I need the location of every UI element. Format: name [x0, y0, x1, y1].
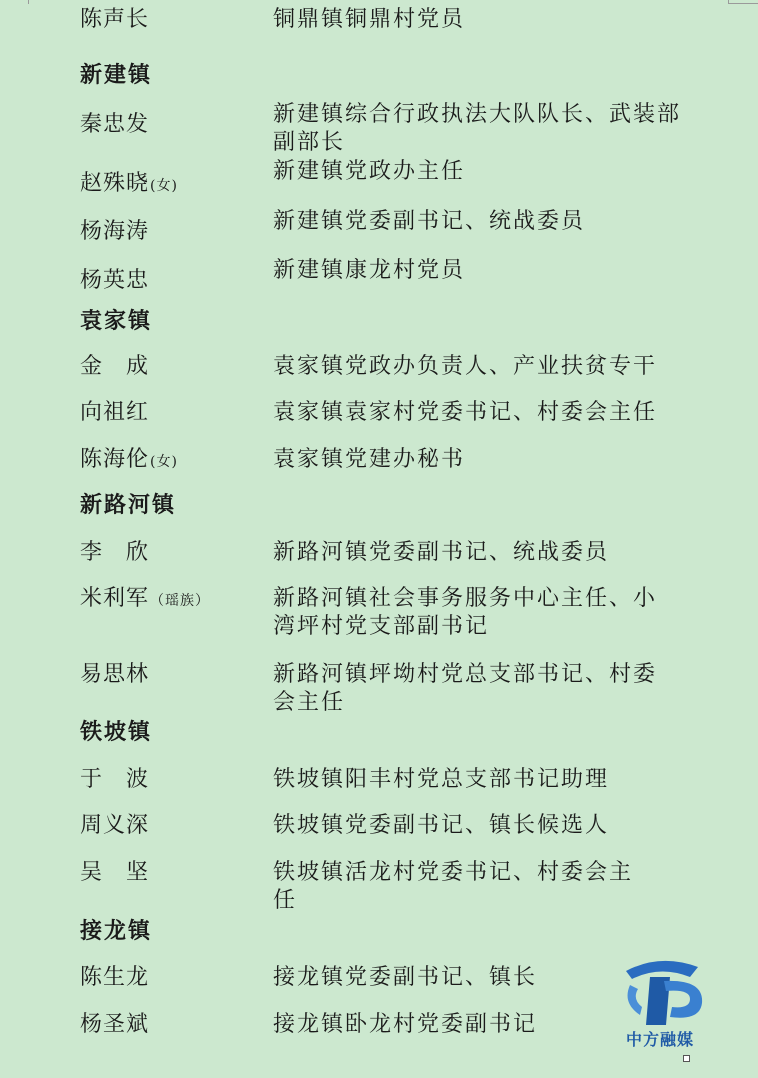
person-name-text: 米利军: [80, 586, 150, 611]
person-name: 易思林: [80, 662, 150, 687]
person-role: 新路河镇社会事务服务中心主任、小湾坪村党支部副书记: [273, 586, 658, 639]
section-heading: 新路河镇: [80, 492, 177, 518]
person-role: 袁家镇党政办负责人、产业扶贫专干: [273, 354, 658, 379]
person-role: 铜鼎镇铜鼎村党员: [273, 7, 466, 32]
person-name: 陈生龙: [80, 965, 150, 990]
person-name: 周义深: [80, 813, 150, 838]
person-role: 新建镇康龙村党员: [273, 258, 466, 283]
person-name: 金 成: [80, 354, 150, 379]
person-role: 新建镇党委副书记、统战委员: [273, 209, 586, 234]
person-name: 秦忠发: [80, 112, 150, 137]
crop-mark-right: [728, 0, 758, 4]
gender-note: (女): [150, 178, 178, 194]
person-name: [80, 446, 178, 476]
person-role: 新路河镇坪坳村党总支部书记、村委会主任: [273, 662, 658, 715]
person-name: 吴 坚: [80, 860, 150, 885]
person-role: 铁坡镇阳丰村党总支部书记助理: [273, 767, 610, 792]
person-name-text: 陈海伦: [80, 447, 150, 472]
person-name-text: 赵殊晓: [80, 171, 150, 196]
section-heading: 袁家镇: [80, 308, 153, 334]
person-name: [80, 585, 210, 615]
crop-mark-left: [28, 0, 29, 4]
person-name: 杨海涛: [80, 219, 150, 244]
section-heading: 接龙镇: [80, 918, 153, 944]
person-role: 铁坡镇党委副书记、镇长候选人: [273, 813, 610, 838]
section-heading: 铁坡镇: [80, 719, 153, 745]
person-role: 新建镇综合行政执法大队队长、武装部副部长: [273, 102, 682, 155]
person-role: 袁家镇袁家村党委书记、村委会主任: [273, 400, 658, 425]
logo-text: 中方融媒: [626, 1030, 695, 1049]
person-role: 新建镇党政办主任: [273, 159, 466, 184]
person-role: 铁坡镇活龙村党委书记、村委会主任: [273, 860, 634, 913]
person-name: 李 欣: [80, 540, 150, 565]
gender-note: (女): [150, 454, 178, 470]
person-name: 于 波: [80, 767, 150, 792]
ethnicity-note: （瑶族）: [150, 593, 211, 609]
person-role: 袁家镇党建办秘书: [273, 447, 466, 472]
person-name: 杨圣斌: [80, 1012, 150, 1037]
person-role: 新路河镇党委副书记、统战委员: [273, 540, 610, 565]
person-name: [80, 170, 178, 200]
person-role: 接龙镇党委副书记、镇长: [273, 965, 538, 990]
person-role: 接龙镇卧龙村党委副书记: [273, 1012, 538, 1037]
person-name: 向祖红: [80, 400, 150, 425]
person-name: 陈声长: [80, 7, 150, 32]
section-heading: 新建镇: [80, 62, 153, 88]
page-marker: [683, 1055, 690, 1062]
person-name: 杨英忠: [80, 268, 150, 293]
